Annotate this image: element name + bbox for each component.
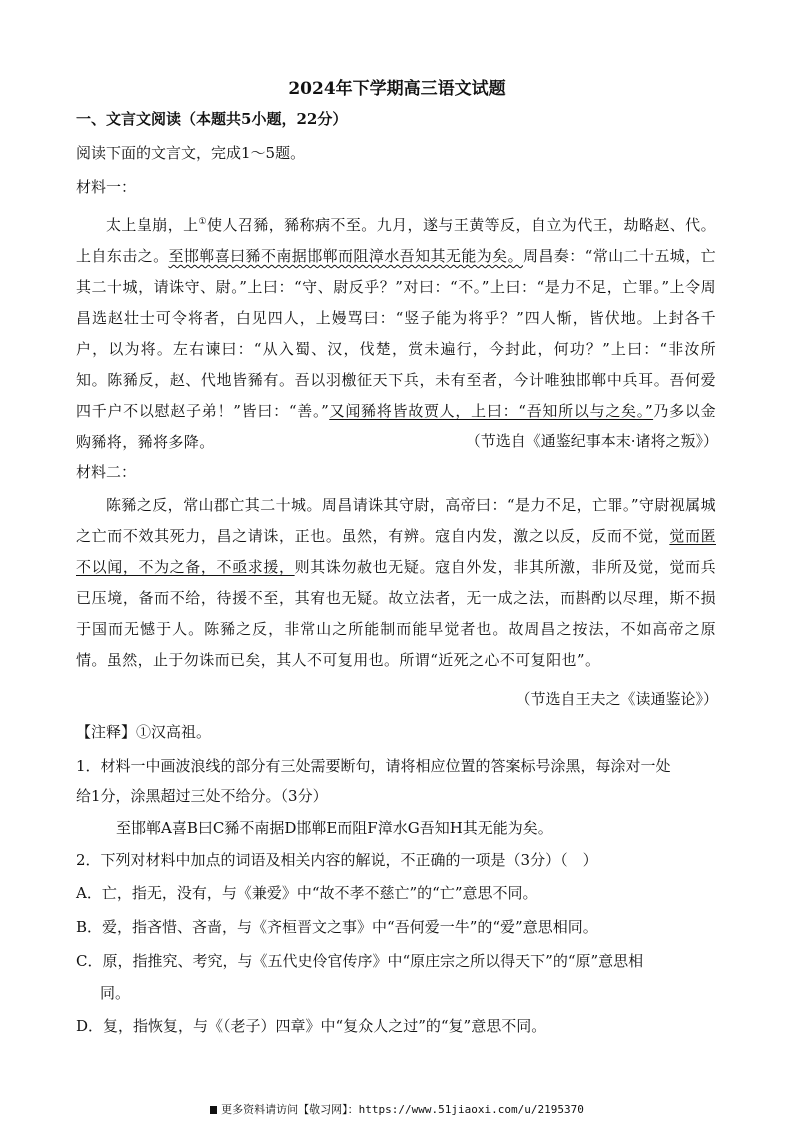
- annotation-note: 【注释】①汉高祖。: [76, 723, 212, 741]
- material2-text-b: 则其诛勿赦也无疑。寇自外发，非其所激，非所及觉，觉而兵已压境，备而不给，待援不至，其宥也无疑。故立法者，无一成之法，而斟酌以尽理，斯不损于国而无憾于人。陈豨之反，非常山之所能制而能早觉者也。故周昌之按法，不如高帝之原情。虽然，止于勿诛而已矣，其人不可复用也。所谓“近死之心不可复阳也”。: [76, 558, 716, 669]
- underlined-sentence: 又闻豨将皆故贾人，上曰：“吾知所以与之矣。”: [329, 402, 654, 420]
- page-title: 2024年下学期高三语文试题: [288, 79, 506, 99]
- question1-line2: 给1分，涂黑超过三处不给分。（3分）: [76, 787, 328, 805]
- instruction-text: 阅读下面的文言文，完成1～5题。: [76, 144, 306, 162]
- material1-source: （节选自《通鉴纪事本末·诸将之叛》）: [465, 432, 718, 450]
- material2-heading: 材料二：: [76, 463, 137, 481]
- material2-text-a: 陈豨之反，常山郡亡其二十城。周昌请诛其守尉，高帝曰：“是力不足，亡罪。”守尉视属城之亡而不效其死力，昌之请诛，正也。虽然，有辨。寇自内发，激之以反，反而不觉，: [76, 496, 716, 545]
- question1-options: 至邯郸A喜B曰C豨不南据D邯郸E而阻F漳水G吾知H其无能为矣。: [116, 819, 553, 837]
- material1-text-b: 使人召豨，豨称病不至。九月，遂与王黄等反，自立为代王，劫略赵、代。上自东击之。: [76, 216, 716, 265]
- flag-icon: [210, 1106, 217, 1114]
- footer-link[interactable]: [0, 1101, 794, 1117]
- material1-text-c: 周昌奏：“常山二十五城，亡其二十城，请诛守、尉。”上曰：“守、尉反乎？”对曰：“不。”上曰：“是力不足，亡罪。”上令周昌选赵壮士可令将者，白见四人，上嫚骂曰：“竖子能为将乎？”四人惭，皆伏地。上封各千户，以为将。左右谏曰：“从入蜀、汉，伐楚，赏未遍行，今封此，何功？”上曰：“非汝所知。陈豨反，赵、代地皆豨有。吾以羽檄征天下兵，未有至者，今计唯独邯郸中兵耳。吾何爱四千户不以慰赵子弟！”皆曰：“善。”: [76, 247, 717, 420]
- underlined-phrase: 觉而匿不以闻，不为之备，不亟求援，: [76, 527, 716, 576]
- material1-heading: 材料一：: [76, 178, 137, 196]
- material2-passage: [76, 490, 716, 676]
- section-heading: 一、文言文阅读（本题共5小题，22分）: [76, 110, 348, 128]
- footer-text: 更多资料请访问【敬习网】：https://www.51jiaoxi.com/u/2195370: [221, 1103, 584, 1116]
- question2-stem: 2．下列对材料中加点的词语及相关内容的解说，不正确的一项是（3分）（ ）: [76, 851, 598, 869]
- question2-option-d: D．复，指恢复，与《（老子）四章》中“复众人之过”的“复”意思不同。: [76, 1017, 547, 1035]
- material2-source: （节选自王夫之《读通鉴论》）: [515, 690, 718, 708]
- footnote-marker: ①: [198, 217, 208, 227]
- question2-option-c: C．原，指推究、考究，与《五代史伶官传序》中“原庄宗之所以得天下”的“原”意思相: [76, 952, 644, 970]
- question1-line1: 1．材料一中画波浪线的部分有三处需要断句，请将相应位置的答案标号涂黑，每涂对一处: [76, 757, 671, 775]
- material1-text-a: 太上皇崩，上: [106, 216, 199, 234]
- wavy-underlined-sentence: 至邯郸喜曰豨不南据邯郸而阻漳水吾知其无能为矣。: [168, 247, 523, 265]
- question2-option-c-cont: 同。: [100, 984, 131, 1002]
- question2-option-b: B．爱，指吝惜、吝啬，与《齐桓晋文之事》中“吾何爱一牛”的“爱”意思相同。: [76, 918, 598, 936]
- material1-text-d: 乃多以金购豨将，豨将多降。: [76, 402, 716, 451]
- question2-option-a: A．亡，指无，没有，与《兼爱》中“故不孝不慈亡”的“亡”意思不同。: [76, 884, 538, 902]
- material1-passage: [76, 207, 716, 458]
